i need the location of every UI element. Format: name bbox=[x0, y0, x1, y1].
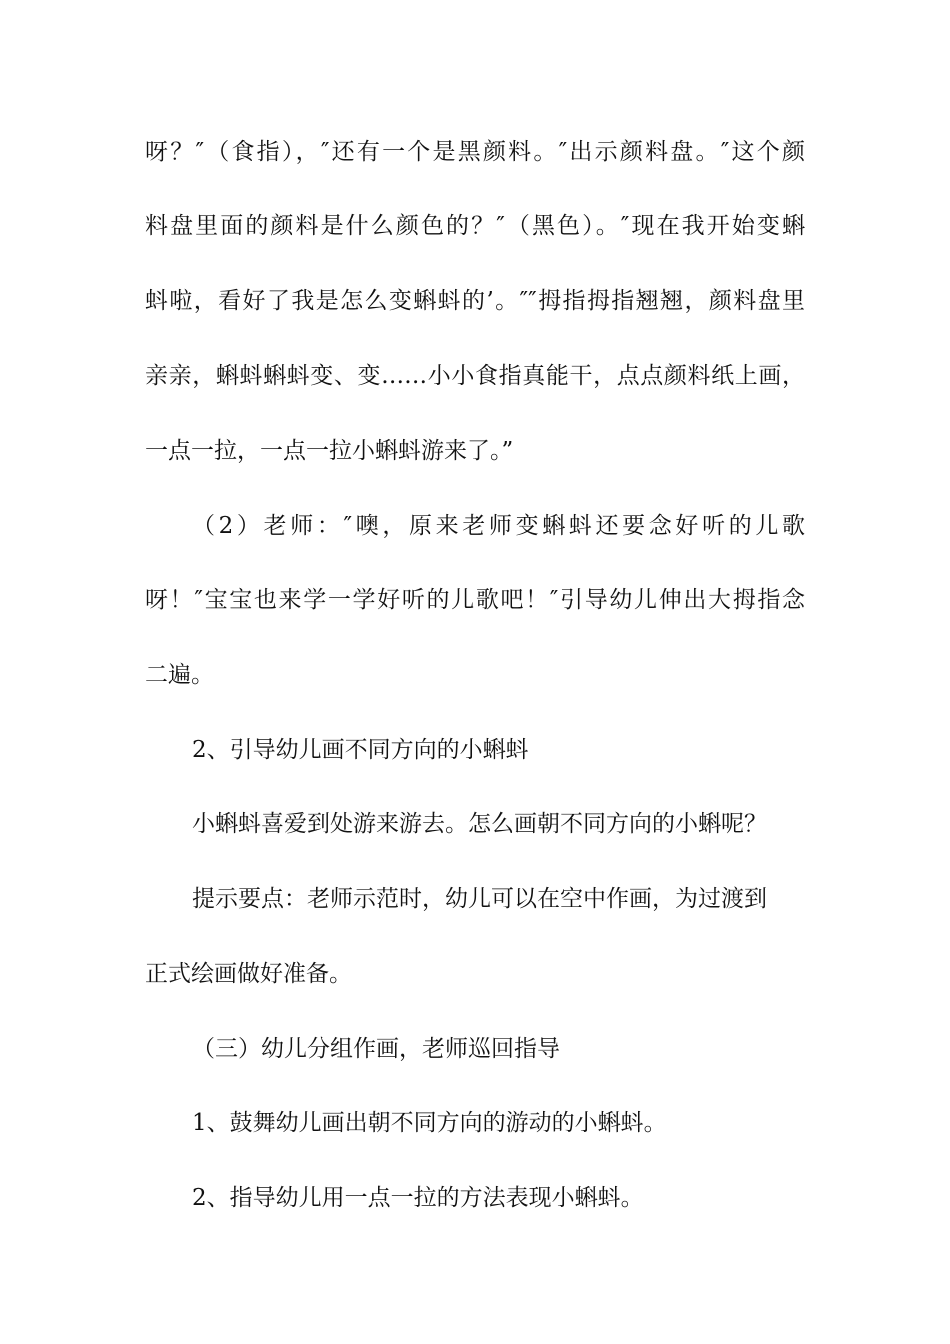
text-line-4: 亲亲，蝌蚪蝌蚪变、变……小小食指真能干，点点颜料纸上画， bbox=[145, 363, 805, 389]
text-line-3: 蚪啦，看好了我是怎么变蝌蚪的’。″″拇指拇指翘翘，颜料盘里 bbox=[145, 288, 805, 314]
text-line-8: 二遍。 bbox=[145, 662, 214, 688]
text-line-10: 小蝌蚪喜爱到处游来游去。怎么画朝不同方向的小蝌呢？ bbox=[192, 811, 767, 837]
heading-section-3: （三）幼儿分组作画，老师巡回指导 bbox=[192, 1036, 560, 1062]
text-line-7: 呀！″宝宝也来学一学好听的儿歌吧！″引导幼儿伸出大拇指念 bbox=[145, 587, 805, 613]
text-line-12: 正式绘画做好准备。 bbox=[145, 961, 352, 987]
text-line-11: 提示要点：老师示范时，幼儿可以在空中作画，为过渡到 bbox=[192, 886, 767, 912]
text-line-14: 1、鼓舞幼儿画出朝不同方向的游动的小蝌蚪。 bbox=[192, 1110, 667, 1136]
text-line-1: 呀？″（食指），″还有一个是黑颜料。″出示颜料盘。″这个颜 bbox=[145, 139, 805, 165]
text-line-6: （2）老师：″噢，原来老师变蝌蚪还要念好听的儿歌 bbox=[192, 513, 805, 539]
text-line-15: 2、指导幼儿用一点一拉的方法表现小蝌蚪。 bbox=[192, 1185, 644, 1211]
heading-section-2: 2、引导幼儿画不同方向的小蝌蚪 bbox=[192, 737, 529, 763]
text-line-5: 一点一拉，一点一拉小蝌蚪游来了。” bbox=[145, 438, 514, 464]
text-line-2: 料盘里面的颜料是什么颜色的？″（黑色）。″现在我开始变蝌 bbox=[145, 213, 805, 239]
